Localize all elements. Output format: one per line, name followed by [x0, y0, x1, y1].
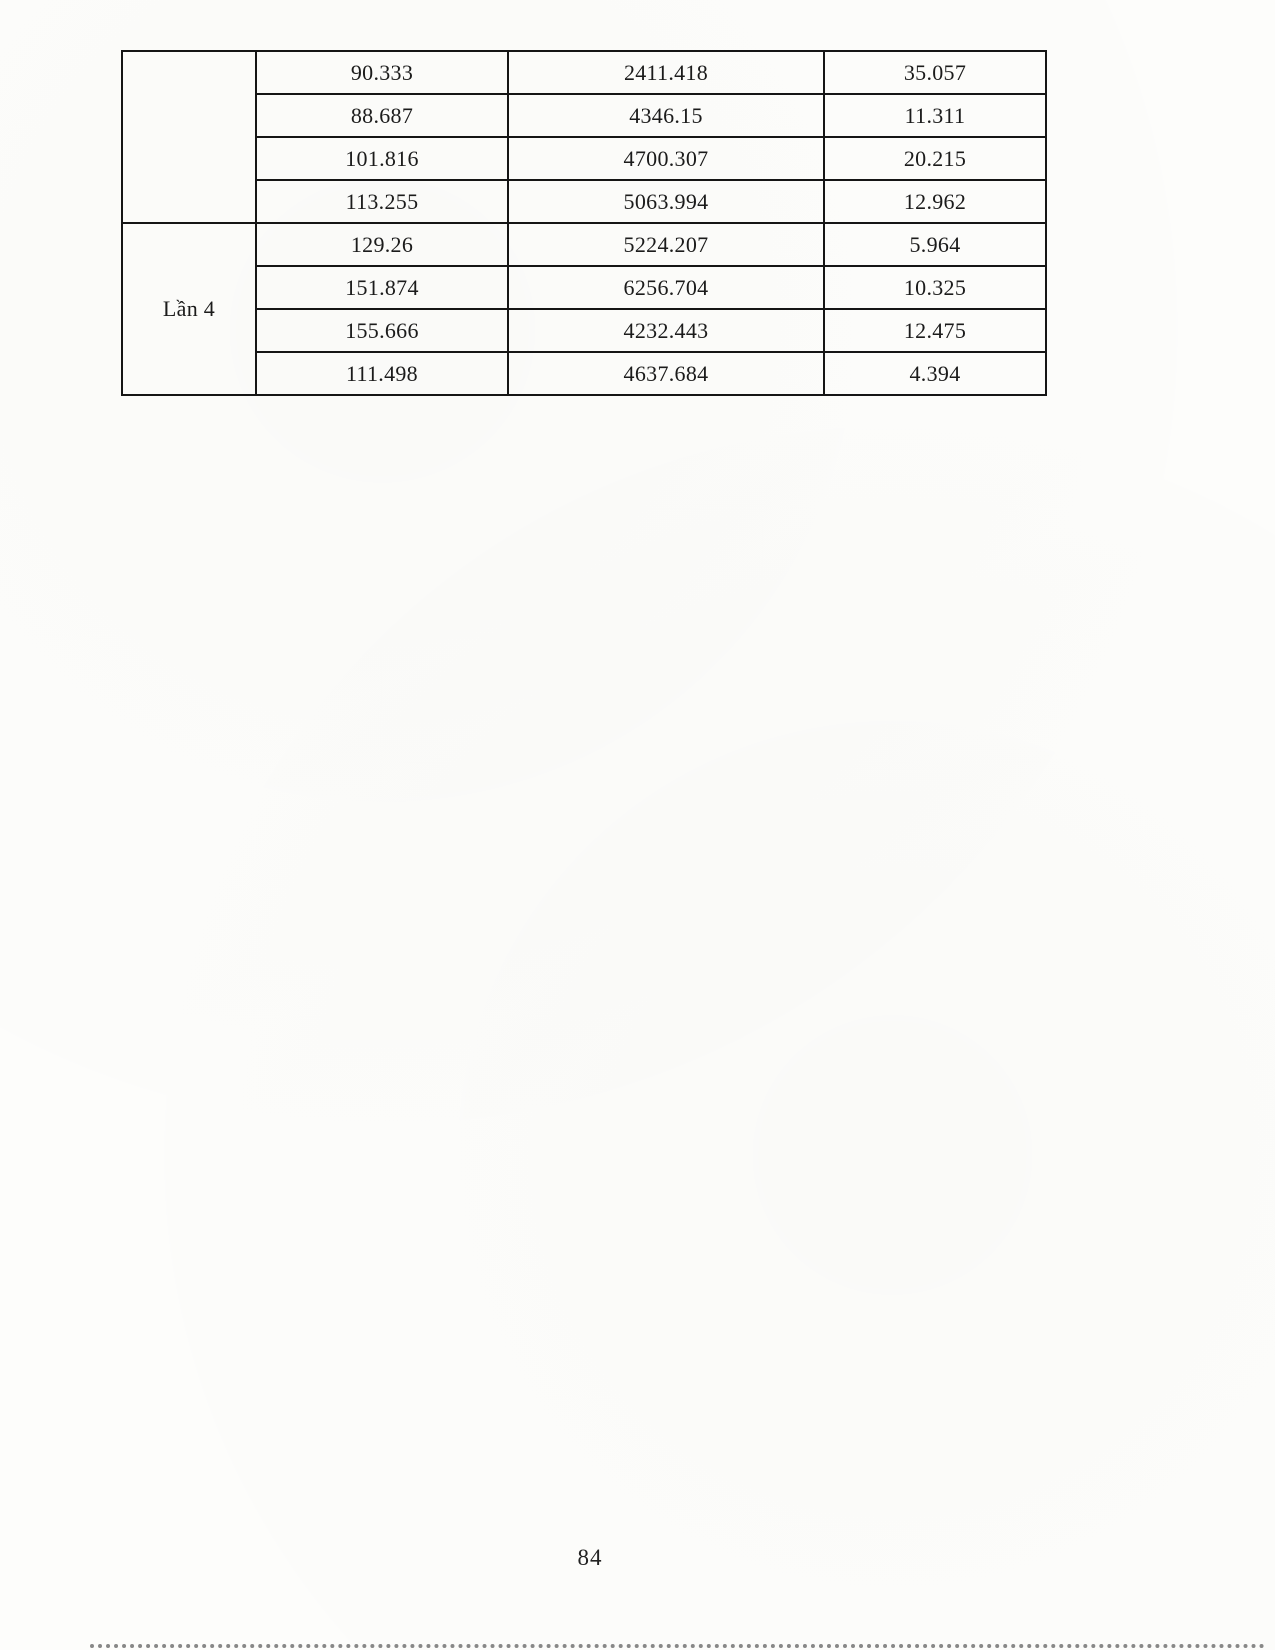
page-number: 84: [577, 1545, 603, 1570]
table-row: [122, 223, 1046, 266]
table-cell: 12.962: [824, 180, 1046, 223]
data-table-body: [122, 51, 1046, 395]
table-row: [122, 180, 1046, 223]
table-cell: 88.687: [256, 94, 508, 137]
measurements-table: [121, 50, 1047, 396]
table-cell: 4346.15: [508, 94, 824, 137]
table-cell: 5224.207: [508, 223, 824, 266]
table-cell: 4232.443: [508, 309, 824, 352]
data-table-container: [121, 50, 1047, 396]
table-cell: 111.498: [256, 352, 508, 395]
table-cell: 151.874: [256, 266, 508, 309]
table-cell: 10.325: [824, 266, 1046, 309]
table-cell: 5.964: [824, 223, 1046, 266]
table-cell: 129.26: [256, 223, 508, 266]
table-cell: 4700.307: [508, 137, 824, 180]
table-cell: 2411.418: [508, 51, 824, 94]
group-label-cell: Lần 4: [122, 223, 256, 395]
table-row: [122, 94, 1046, 137]
scan-artifact-line: [90, 1644, 1265, 1648]
table-cell: 5063.994: [508, 180, 824, 223]
table-cell: 155.666: [256, 309, 508, 352]
table-cell: 113.255: [256, 180, 508, 223]
table-cell: 35.057: [824, 51, 1046, 94]
table-cell: 11.311: [824, 94, 1046, 137]
table-row: [122, 137, 1046, 180]
table-row: [122, 309, 1046, 352]
table-row: [122, 51, 1046, 94]
table-cell: 4637.684: [508, 352, 824, 395]
group-label-cell: [122, 51, 256, 223]
table-row: [122, 266, 1046, 309]
table-row: [122, 352, 1046, 395]
table-cell: 12.475: [824, 309, 1046, 352]
table-cell: 101.816: [256, 137, 508, 180]
table-cell: 90.333: [256, 51, 508, 94]
table-cell: 6256.704: [508, 266, 824, 309]
table-cell: 20.215: [824, 137, 1046, 180]
table-cell: 4.394: [824, 352, 1046, 395]
